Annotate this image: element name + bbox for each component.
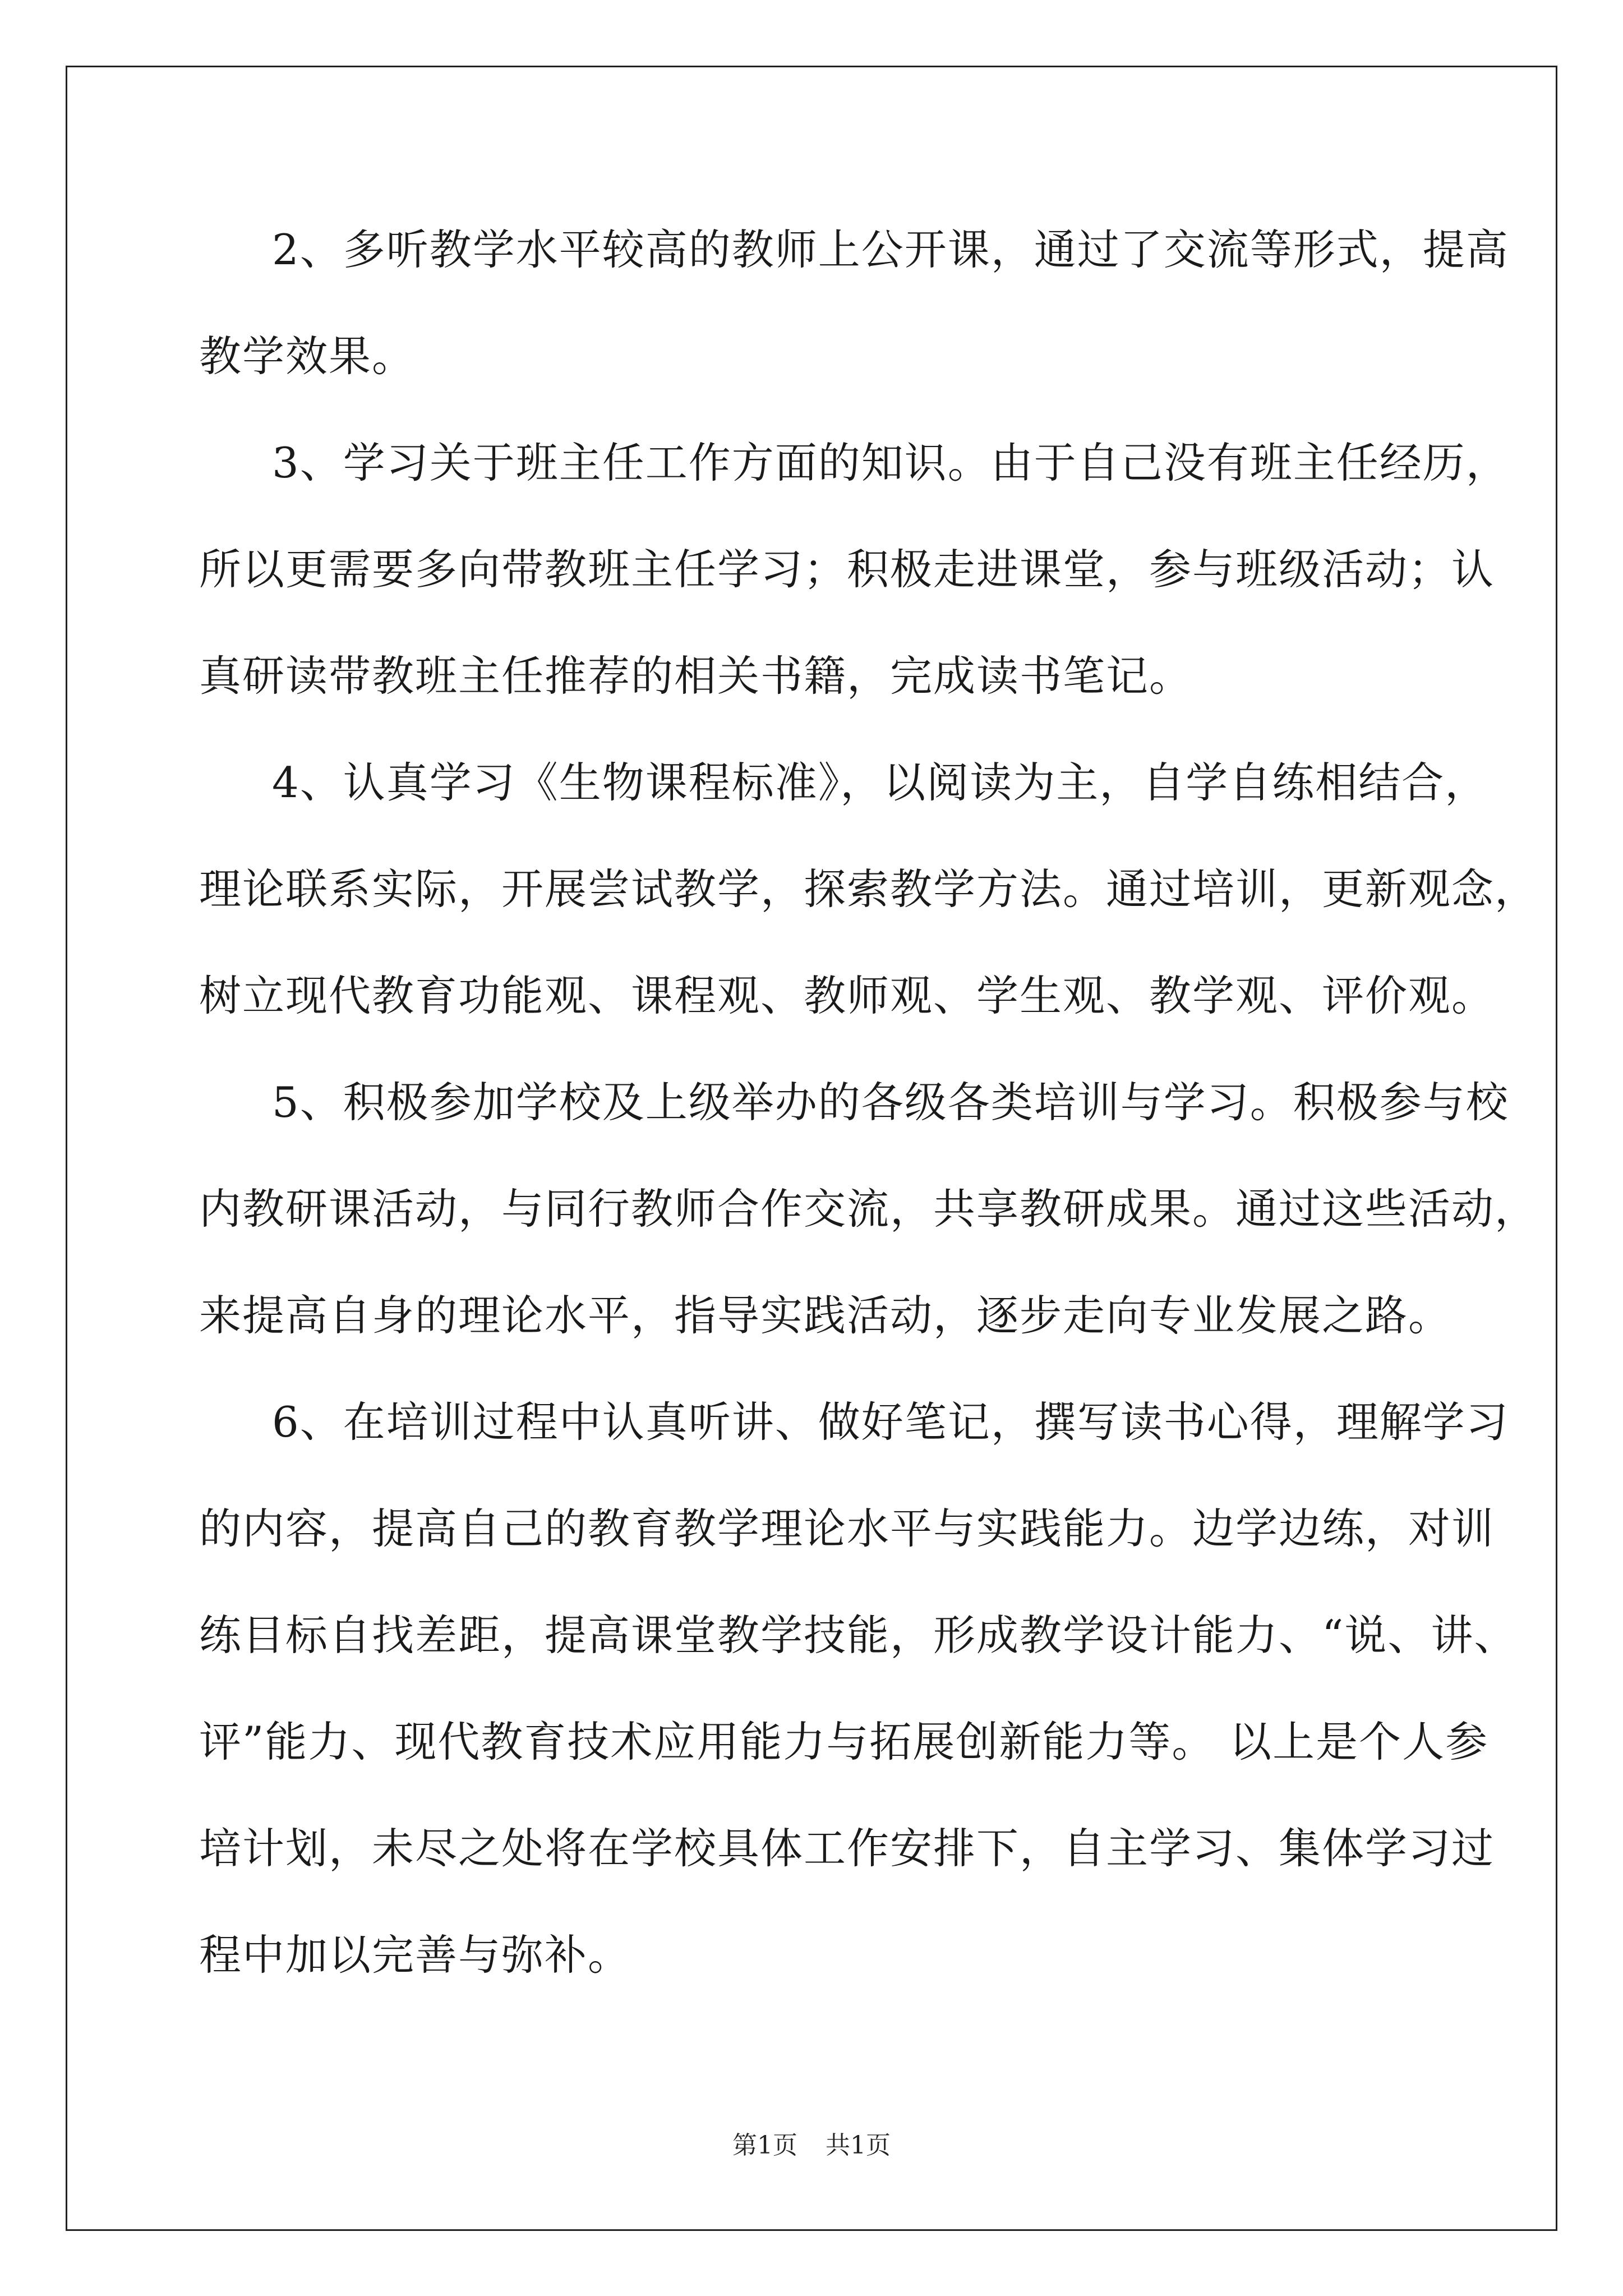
page-footer [0, 2129, 1623, 2162]
page-total: 共1页 [826, 2131, 891, 2160]
page-number: 第1页 [732, 2131, 797, 2160]
paragraph-3 [199, 429, 1509, 749]
text-line: 教学效果。 [199, 332, 416, 381]
document-body [199, 216, 1538, 2028]
text-line: 4、认真学习《生物课程标准》，以阅读为主，自学自练相结合， [272, 758, 1488, 807]
text-line: 评”能力、现代教育技术应用能力与拓展创新能力等。 以上是个人参 [199, 1717, 1489, 1766]
text-line: 3、学习关于班主任工作方面的知识。由于自己没有班主任经历， [272, 438, 1509, 487]
text-line: 树立现代教育功能观、课程观、教师观、学生观、教学观、评价观。 [199, 971, 1495, 1020]
text-line: 的内容，提高自己的教育教学理论水平与实践能力。边学边练，对训 [199, 1504, 1495, 1553]
text-line: 6、在培训过程中认真听讲、做好笔记，撰写读书心得，理解学习 [272, 1397, 1509, 1447]
paragraph-2 [199, 216, 1509, 429]
text-line: 真研读带教班主任推荐的相关书籍，完成读书笔记。 [199, 651, 1193, 701]
text-line: 所以更需要多向带教班主任学习；积极走进课堂，参与班级活动；认 [199, 545, 1495, 594]
paragraph-4 [199, 749, 1538, 1069]
paragraph-5 [199, 1069, 1538, 1388]
text-line: 练目标自找差距，提高课堂教学技能，形成教学设计能力、“说、讲、 [199, 1611, 1518, 1660]
text-line: 培计划，未尽之处将在学校具体工作安排下，自主学习、集体学习过 [199, 1824, 1495, 1873]
text-line: 来提高自身的理论水平，指导实践活动，逐步走向专业发展之路。 [199, 1291, 1452, 1340]
text-line: 理论联系实际，开展尝试教学，探索教学方法。通过培训，更新观念， [199, 864, 1538, 914]
text-line: 程中加以完善与弥补。 [199, 1930, 631, 1980]
text-line: 5、积极参加学校及上级举办的各级各类培训与学习。积极参与校 [272, 1078, 1509, 1127]
text-line: 内教研课活动，与同行教师合作交流，共享教研成果。通过这些活动， [199, 1184, 1538, 1234]
paragraph-6 [199, 1388, 1518, 2028]
text-line: 2、多听教学水平较高的教师上公开课，通过了交流等形式，提高 [272, 225, 1509, 274]
